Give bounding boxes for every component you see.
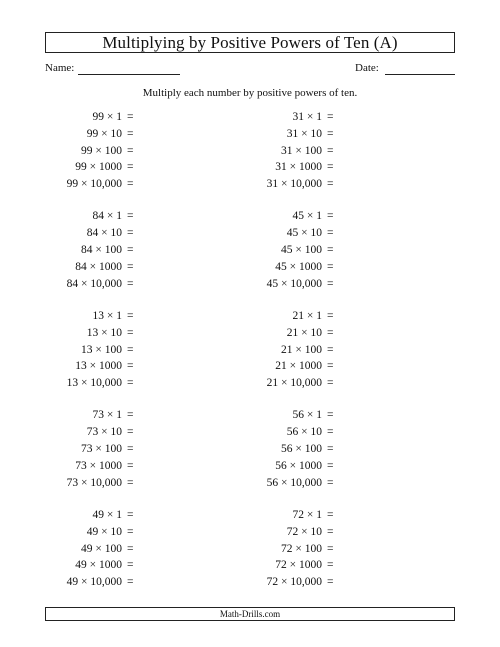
problem-row bbox=[230, 225, 350, 242]
equals-sign: = bbox=[127, 260, 134, 273]
problem-row bbox=[30, 325, 150, 342]
equals-sign: = bbox=[327, 409, 334, 422]
equals-sign: = bbox=[327, 576, 334, 589]
problem-group bbox=[230, 507, 350, 591]
problem-expression: 56 × 1 bbox=[292, 409, 322, 422]
problem-expression: 21 × 10 bbox=[286, 326, 322, 339]
equals-sign: = bbox=[127, 377, 134, 390]
name-line bbox=[78, 74, 180, 75]
problem-row bbox=[30, 507, 150, 524]
problem-expression: 99 × 1 bbox=[92, 111, 122, 123]
problem-row bbox=[230, 208, 350, 225]
problem-row bbox=[30, 143, 150, 160]
equals-sign: = bbox=[127, 426, 134, 439]
equals-sign: = bbox=[127, 227, 134, 240]
problem-expression: 73 × 10 bbox=[86, 426, 122, 439]
equals-sign: = bbox=[127, 542, 134, 555]
problem-row bbox=[230, 557, 350, 574]
equals-sign: = bbox=[127, 360, 134, 373]
equals-sign: = bbox=[327, 476, 334, 489]
problem-row bbox=[230, 541, 350, 558]
problem-expression: 72 × 10 bbox=[286, 525, 322, 538]
problem-expression: 45 × 1 bbox=[292, 210, 322, 223]
problem-row bbox=[230, 276, 350, 293]
problem-expression: 72 × 10,000 bbox=[266, 576, 322, 589]
problem-expression: 73 × 100 bbox=[81, 443, 122, 456]
problem-row bbox=[30, 159, 150, 176]
equals-sign: = bbox=[327, 309, 334, 322]
equals-sign: = bbox=[327, 525, 334, 538]
problem-row bbox=[230, 458, 350, 475]
instructions: Multiply each number by positive powers of ten. bbox=[142, 87, 358, 99]
problem-expression: 45 × 10,000 bbox=[266, 277, 322, 290]
problem-expression: 99 × 1000 bbox=[75, 161, 122, 174]
problem-row bbox=[30, 557, 150, 574]
problem-expression: 31 × 1 bbox=[292, 111, 322, 123]
problem-row bbox=[30, 475, 150, 492]
problem-row bbox=[230, 441, 350, 458]
equals-sign: = bbox=[127, 559, 134, 572]
problem-expression: 73 × 1000 bbox=[75, 459, 122, 472]
problem-expression: 49 × 100 bbox=[81, 542, 122, 555]
problem-expression: 72 × 100 bbox=[281, 542, 322, 555]
problem-expression: 49 × 1000 bbox=[75, 559, 122, 572]
problem-row bbox=[30, 441, 150, 458]
problem-row bbox=[230, 358, 350, 375]
problem-row bbox=[230, 325, 350, 342]
problem-expression: 45 × 100 bbox=[281, 244, 322, 257]
problem-row bbox=[230, 407, 350, 424]
equals-sign: = bbox=[327, 542, 334, 555]
equals-sign: = bbox=[127, 161, 134, 174]
problem-column-right bbox=[230, 109, 350, 606]
problem-row bbox=[30, 208, 150, 225]
equals-sign: = bbox=[127, 309, 134, 322]
problem-row bbox=[30, 176, 150, 193]
problem-expression: 13 × 10 bbox=[86, 326, 122, 339]
problem-expression: 56 × 1000 bbox=[275, 459, 322, 472]
problem-group bbox=[30, 208, 150, 292]
problem-group bbox=[30, 407, 150, 491]
problem-group bbox=[230, 208, 350, 292]
problem-row bbox=[230, 126, 350, 143]
problem-expression: 84 × 10 bbox=[86, 227, 122, 240]
equals-sign: = bbox=[327, 127, 334, 140]
equals-sign: = bbox=[327, 326, 334, 339]
problem-expression: 31 × 10 bbox=[286, 127, 322, 140]
problem-row bbox=[230, 574, 350, 591]
problem-expression: 31 × 100 bbox=[281, 144, 322, 157]
problem-group bbox=[230, 407, 350, 491]
problem-expression: 13 × 100 bbox=[81, 343, 122, 356]
problem-expression: 31 × 1000 bbox=[275, 161, 322, 174]
problem-row bbox=[30, 308, 150, 325]
date-line bbox=[385, 74, 455, 75]
equals-sign: = bbox=[127, 277, 134, 290]
problem-row bbox=[30, 259, 150, 276]
problem-expression: 99 × 10 bbox=[86, 127, 122, 140]
problem-row bbox=[230, 242, 350, 259]
equals-sign: = bbox=[127, 111, 134, 123]
equals-sign: = bbox=[127, 576, 134, 589]
equals-sign: = bbox=[327, 111, 334, 123]
problem-row bbox=[30, 541, 150, 558]
problem-row bbox=[230, 143, 350, 160]
problem-group bbox=[230, 109, 350, 193]
problem-row bbox=[230, 524, 350, 541]
problem-row bbox=[30, 524, 150, 541]
problem-row bbox=[230, 507, 350, 524]
name-label: Name: bbox=[45, 62, 75, 74]
problem-row bbox=[230, 308, 350, 325]
equals-sign: = bbox=[327, 559, 334, 572]
problem-expression: 13 × 1 bbox=[92, 309, 122, 322]
problem-row bbox=[30, 358, 150, 375]
date-label: Date: bbox=[355, 62, 379, 74]
problem-group bbox=[30, 507, 150, 591]
problem-row bbox=[230, 375, 350, 392]
equals-sign: = bbox=[327, 227, 334, 240]
problem-expression: 84 × 10,000 bbox=[66, 277, 122, 290]
problem-expression: 49 × 1 bbox=[92, 508, 122, 521]
problem-expression: 21 × 100 bbox=[281, 343, 322, 356]
problem-row bbox=[30, 276, 150, 293]
problem-row bbox=[30, 225, 150, 242]
problem-row bbox=[230, 342, 350, 359]
problem-expression: 56 × 100 bbox=[281, 443, 322, 456]
equals-sign: = bbox=[327, 244, 334, 257]
equals-sign: = bbox=[327, 161, 334, 174]
problem-expression: 84 × 1000 bbox=[75, 260, 122, 273]
equals-sign: = bbox=[127, 244, 134, 257]
problem-expression: 72 × 1000 bbox=[275, 559, 322, 572]
problem-row bbox=[230, 424, 350, 441]
problem-row bbox=[30, 574, 150, 591]
problem-row bbox=[230, 109, 350, 126]
problem-expression: 56 × 10,000 bbox=[266, 476, 322, 489]
equals-sign: = bbox=[327, 144, 334, 157]
problem-row bbox=[30, 375, 150, 392]
equals-sign: = bbox=[327, 508, 334, 521]
problem-row bbox=[230, 176, 350, 193]
equals-sign: = bbox=[327, 343, 334, 356]
problem-row bbox=[30, 407, 150, 424]
problem-expression: 49 × 10 bbox=[86, 525, 122, 538]
problem-row bbox=[30, 458, 150, 475]
equals-sign: = bbox=[127, 409, 134, 422]
problem-row bbox=[30, 109, 150, 126]
equals-sign: = bbox=[127, 508, 134, 521]
problem-row bbox=[230, 159, 350, 176]
equals-sign: = bbox=[127, 443, 134, 456]
problem-expression: 13 × 10,000 bbox=[66, 377, 122, 390]
equals-sign: = bbox=[127, 144, 134, 157]
worksheet-title: Multiplying by Positive Powers of Ten (A) bbox=[45, 32, 455, 53]
problem-expression: 72 × 1 bbox=[292, 508, 322, 521]
problem-expression: 13 × 1000 bbox=[75, 360, 122, 373]
equals-sign: = bbox=[127, 127, 134, 140]
footer: Math-Drills.com bbox=[45, 607, 455, 621]
equals-sign: = bbox=[327, 443, 334, 456]
equals-sign: = bbox=[127, 476, 134, 489]
equals-sign: = bbox=[327, 459, 334, 472]
problem-row bbox=[30, 126, 150, 143]
problem-expression: 21 × 10,000 bbox=[266, 377, 322, 390]
equals-sign: = bbox=[327, 360, 334, 373]
equals-sign: = bbox=[127, 343, 134, 356]
problem-expression: 73 × 10,000 bbox=[66, 476, 122, 489]
problem-expression: 21 × 1000 bbox=[275, 360, 322, 373]
equals-sign: = bbox=[327, 210, 334, 223]
problem-expression: 21 × 1 bbox=[292, 309, 322, 322]
problem-column-left bbox=[30, 109, 150, 606]
problem-expression: 73 × 1 bbox=[92, 409, 122, 422]
problem-row bbox=[30, 424, 150, 441]
problem-row bbox=[230, 259, 350, 276]
problem-group bbox=[230, 308, 350, 392]
problem-expression: 31 × 10,000 bbox=[266, 178, 322, 191]
equals-sign: = bbox=[127, 326, 134, 339]
problem-row bbox=[30, 242, 150, 259]
problem-row bbox=[230, 475, 350, 492]
problem-expression: 45 × 10 bbox=[286, 227, 322, 240]
equals-sign: = bbox=[127, 210, 134, 223]
equals-sign: = bbox=[127, 525, 134, 538]
equals-sign: = bbox=[127, 178, 134, 191]
equals-sign: = bbox=[327, 377, 334, 390]
equals-sign: = bbox=[327, 277, 334, 290]
problem-expression: 99 × 100 bbox=[81, 144, 122, 157]
problem-expression: 84 × 1 bbox=[92, 210, 122, 223]
problem-expression: 84 × 100 bbox=[81, 244, 122, 257]
problem-expression: 99 × 10,000 bbox=[66, 178, 122, 191]
problem-row bbox=[30, 342, 150, 359]
equals-sign: = bbox=[327, 260, 334, 273]
problem-expression: 45 × 1000 bbox=[275, 260, 322, 273]
equals-sign: = bbox=[127, 459, 134, 472]
problem-group bbox=[30, 109, 150, 193]
problem-expression: 49 × 10,000 bbox=[66, 576, 122, 589]
problem-group bbox=[30, 308, 150, 392]
equals-sign: = bbox=[327, 178, 334, 191]
equals-sign: = bbox=[327, 426, 334, 439]
problem-expression: 56 × 10 bbox=[286, 426, 322, 439]
